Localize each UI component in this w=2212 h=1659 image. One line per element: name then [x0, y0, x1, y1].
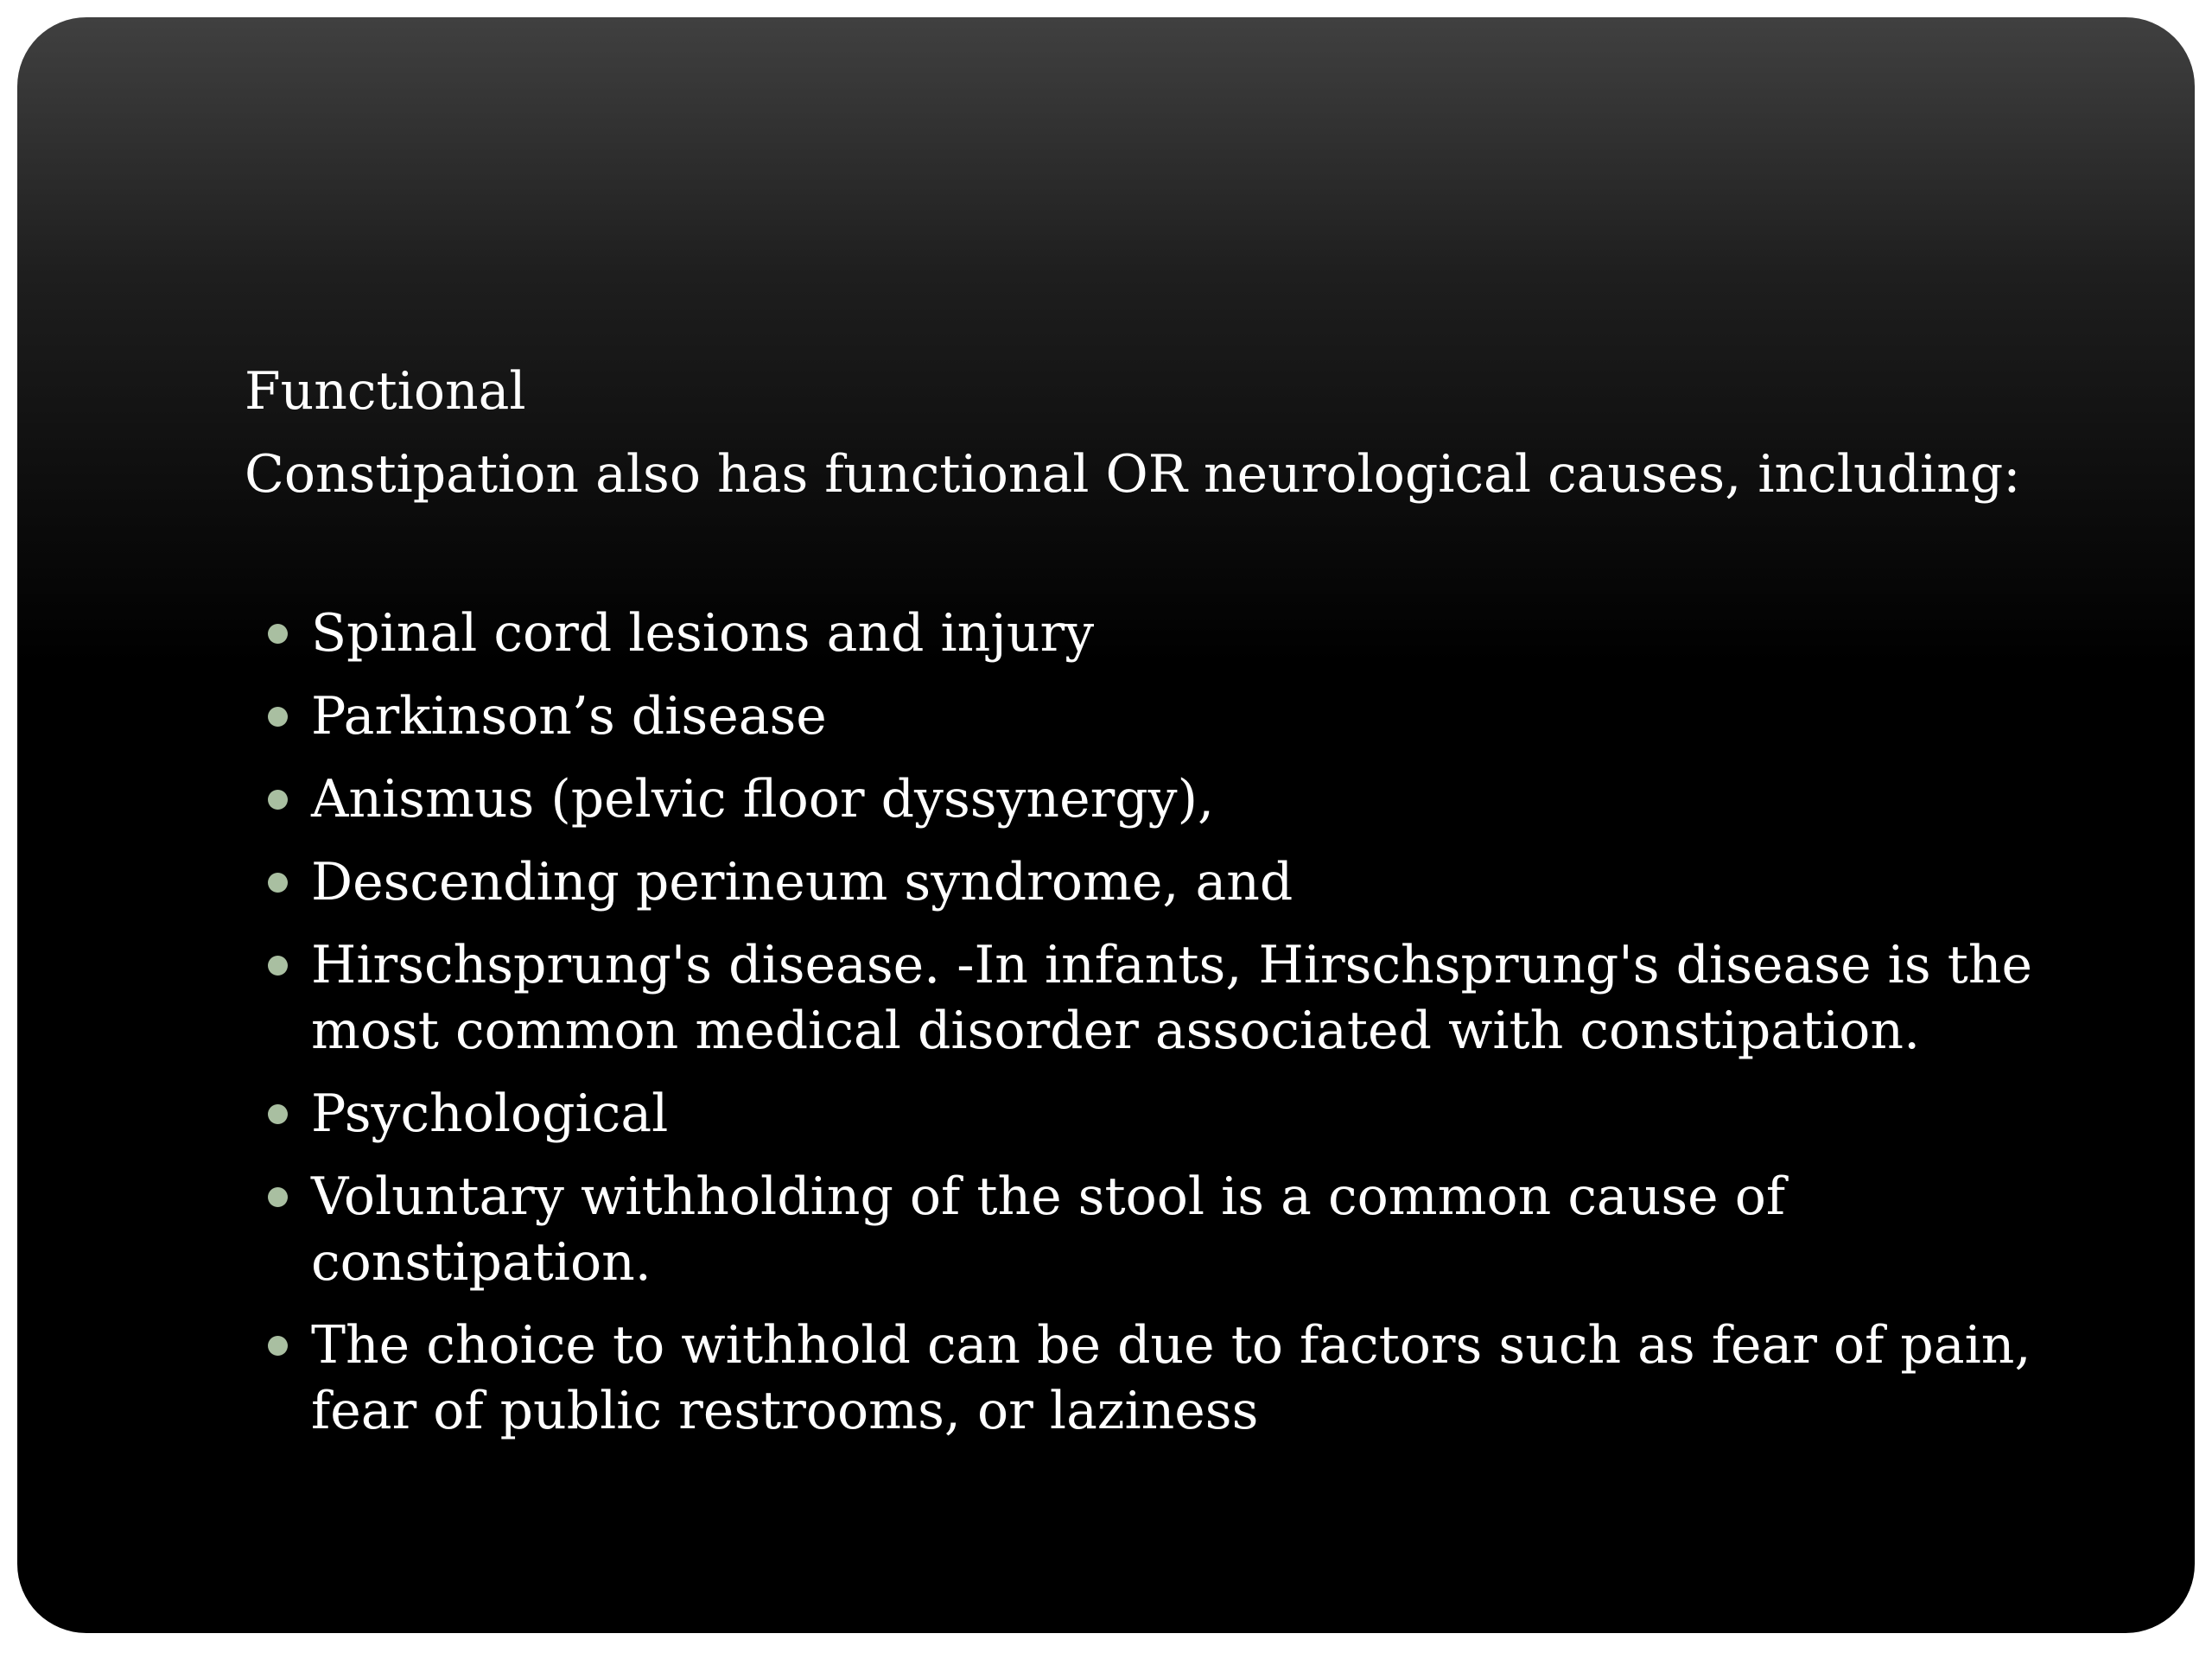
- bullet-item: [245, 932, 2102, 1064]
- bullet-text: Psychological: [311, 1084, 669, 1144]
- bullet-dot-icon: [268, 707, 288, 727]
- bullet-list: [245, 601, 2102, 1444]
- slide-content: [245, 350, 2102, 1461]
- bullet-text: Anismus (pelvic floor dyssynergy),: [311, 769, 1215, 830]
- bullet-item: [245, 766, 2102, 832]
- bullet-item: [245, 601, 2102, 666]
- slide: [17, 17, 2195, 1633]
- bullet-text: The choice to withhold can be due to factors such as fear of pain, fear of public restrooms, or laziness: [311, 1315, 2031, 1441]
- bullet-text: Parkinson’s disease: [311, 686, 827, 747]
- bullet-text: Hirschsprung's disease. -In infants, Hirschsprung's disease is the most common medical disorder associated with constipation.: [311, 935, 2032, 1061]
- bullet-item: [245, 849, 2102, 915]
- bullet-item: [245, 1313, 2102, 1444]
- bullet-text: Spinal cord lesions and injury: [311, 603, 1095, 664]
- bullet-item: [245, 683, 2102, 749]
- bullet-text: Descending perineum syndrome, and: [311, 852, 1294, 912]
- bullet-dot-icon: [268, 873, 288, 893]
- bullet-dot-icon: [268, 1187, 288, 1207]
- intro-text: Constipation also has functional OR neurological causes, including:: [245, 444, 2021, 505]
- bullet-item: [245, 1164, 2102, 1295]
- bullet-dot-icon: [268, 1104, 288, 1124]
- bullet-text: Voluntary withholding of the stool is a common cause of constipation.: [311, 1166, 1786, 1293]
- bullet-dot-icon: [268, 624, 288, 644]
- bullet-dot-icon: [268, 956, 288, 976]
- bullet-item: [245, 1081, 2102, 1147]
- bullet-dot-icon: [268, 1336, 288, 1356]
- bullet-dot-icon: [268, 790, 288, 810]
- slide-heading: Functional: [245, 361, 526, 422]
